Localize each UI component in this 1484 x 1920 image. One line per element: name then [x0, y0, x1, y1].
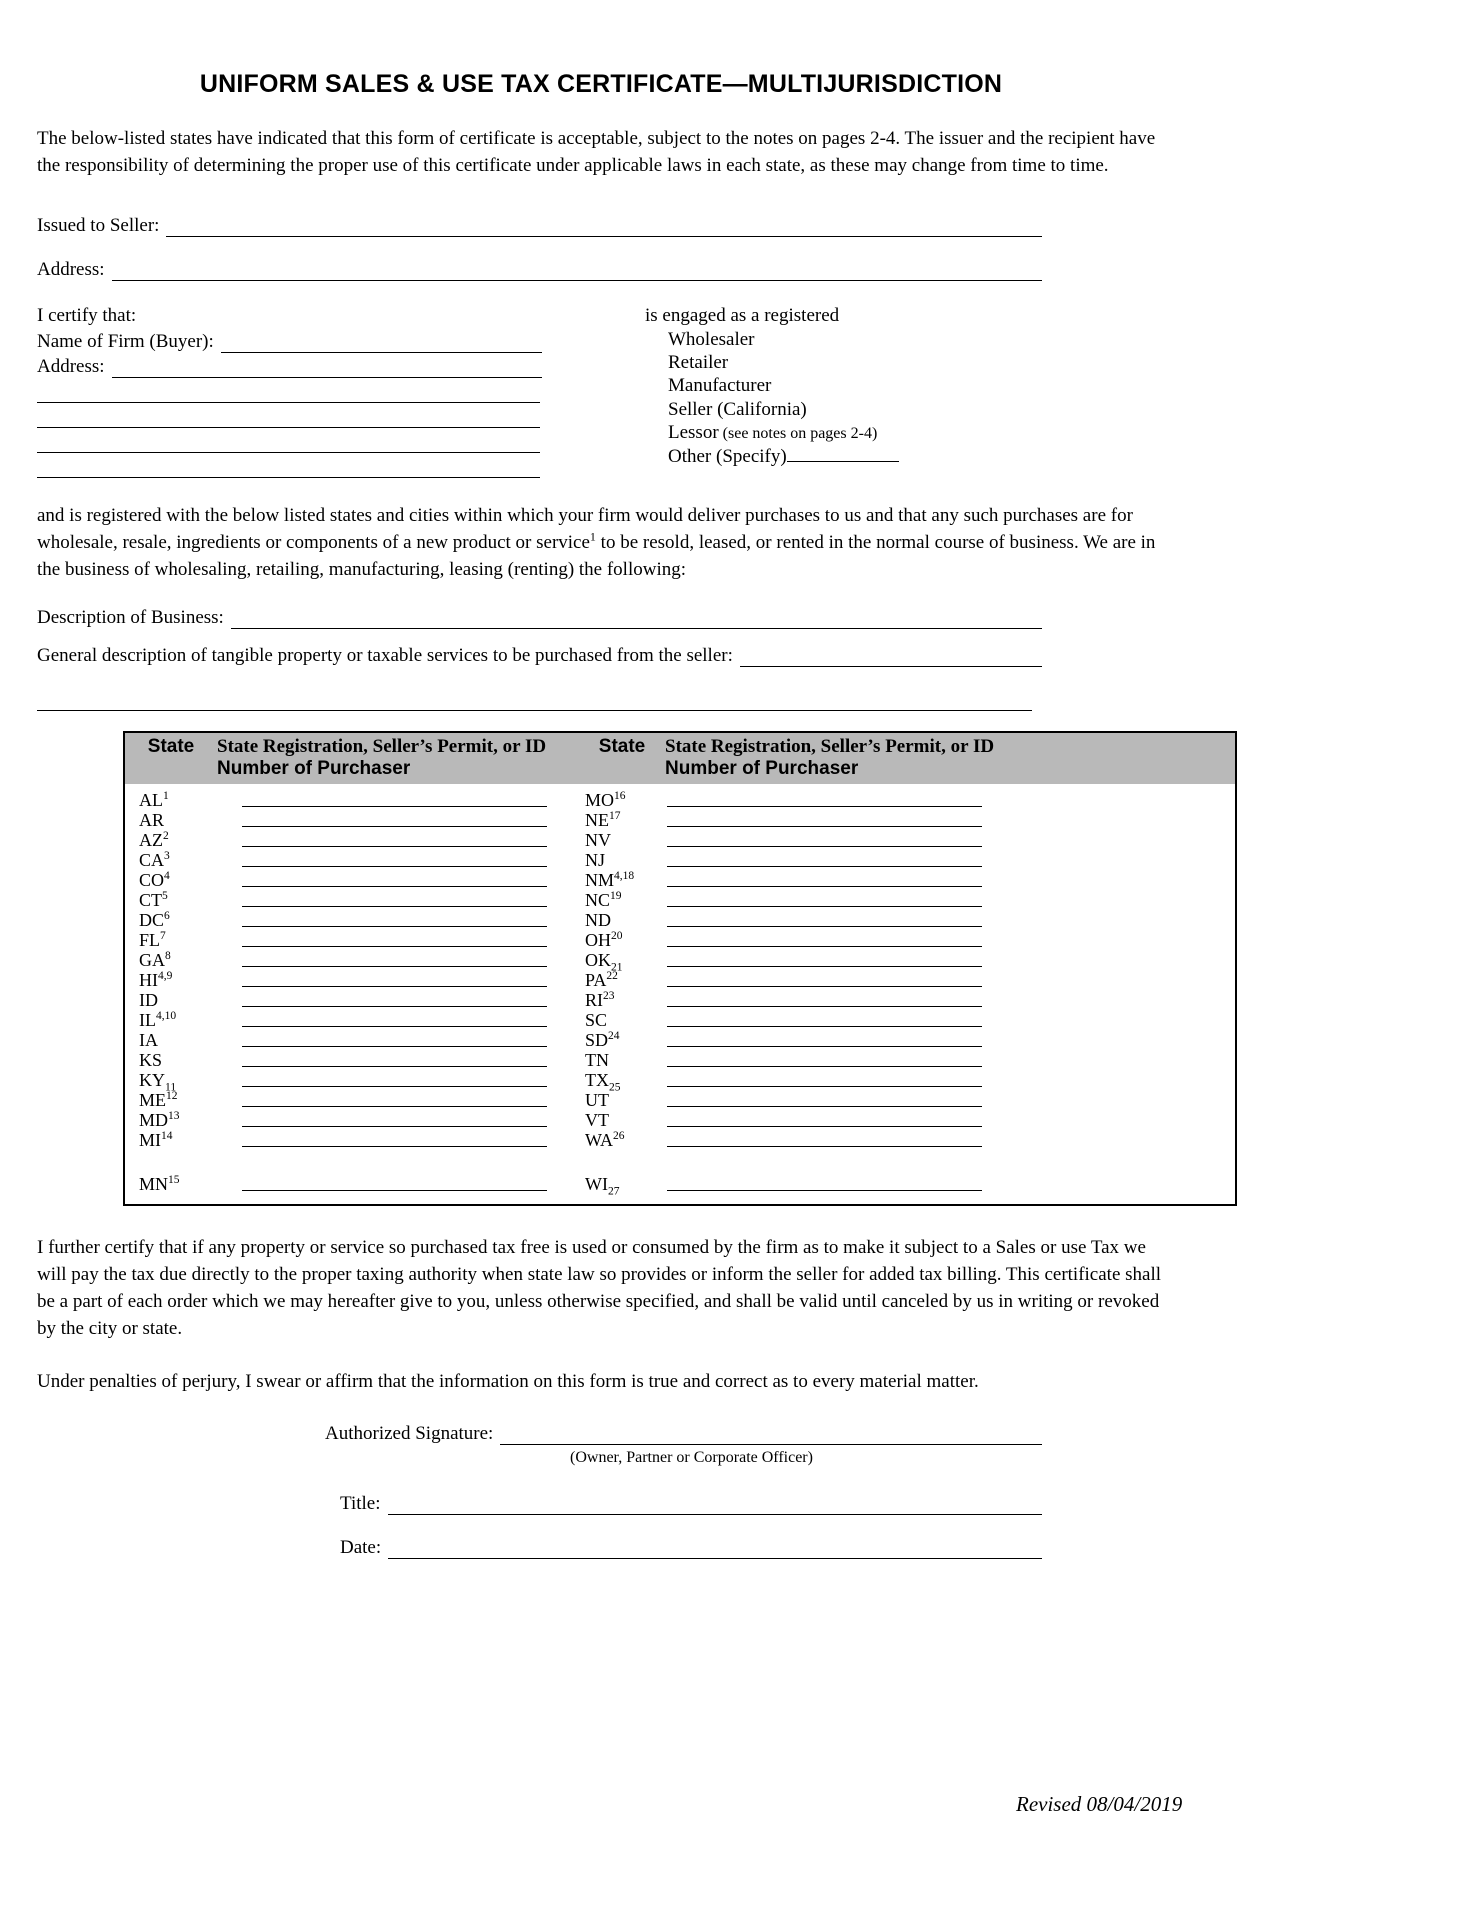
state-row-nj	[582, 850, 1235, 870]
state-abbr-ca: $CA^3$	[139, 850, 170, 870]
certify-section	[37, 303, 1165, 478]
certify-left-column	[37, 303, 542, 478]
engaged-statement: is engaged as a registered	[645, 305, 840, 326]
state-row-il	[125, 1010, 582, 1030]
state-row-mn	[125, 1174, 582, 1194]
state-row-ri	[582, 990, 1235, 1010]
registered-type-retailer	[668, 351, 1105, 374]
state-row-wa	[582, 1130, 1235, 1150]
authorized-signature-label: Authorized Signature:	[325, 1423, 494, 1444]
general-description-row	[37, 645, 1042, 667]
registered-type-label: Seller (California)	[668, 398, 807, 420]
description-of-business-row	[37, 607, 1042, 629]
state-row-ne	[582, 810, 1235, 830]
registered-type-label: Manufacturer	[668, 375, 772, 397]
state-abbr-mn: MN$^{15}$	[139, 1174, 180, 1194]
state-abbr-az: $AZ^2$	[139, 830, 169, 850]
firm-address-extra-line-1[interactable]	[37, 378, 540, 403]
state-registration-input-ga[interactable]	[242, 950, 547, 967]
state-abbr-md: MD$^{13}$	[139, 1110, 180, 1130]
certify-right-column	[645, 303, 1105, 478]
state-registration-input-mo[interactable]	[667, 790, 982, 807]
registered-type-seller-california	[668, 398, 1105, 421]
general-description-label: General description of tangible property or taxable services to be purchased from the seller:	[37, 645, 733, 666]
state-abbr-tx: $TX_{25}$	[585, 1070, 621, 1094]
state-row-vt	[582, 1110, 1235, 1130]
state-abbr-sc: SC	[585, 1010, 608, 1030]
state-registration-input-ok[interactable]	[667, 950, 982, 967]
registered-types-list	[645, 328, 1105, 468]
state-registration-input-ri[interactable]	[667, 990, 982, 1007]
state-abbr-nm: NM$^{4,18}$	[585, 870, 635, 890]
other-specify-input[interactable]	[787, 448, 899, 462]
state-row-wi	[582, 1174, 1235, 1198]
seller-address-row	[37, 259, 1042, 281]
title-input[interactable]	[388, 1495, 1043, 1515]
state-registration-input-me[interactable]	[242, 1090, 547, 1107]
firm-address-extra-line-4[interactable]	[37, 453, 540, 478]
registered-type-manufacturer	[668, 374, 1105, 397]
date-row	[340, 1537, 1042, 1559]
state-abbr-ri: RI$^{23}$	[585, 990, 615, 1010]
state-registration-input-vt[interactable]	[667, 1110, 982, 1127]
firm-address-extra-line-3[interactable]	[37, 428, 540, 453]
state-abbr-mo: MO$^{16}$	[585, 790, 626, 810]
state-registration-input-nm[interactable]	[667, 870, 982, 887]
state-abbr-nj: NJ	[585, 850, 606, 870]
state-abbr-nc: NC$^{19}$	[585, 890, 622, 910]
state-row-ky	[125, 1070, 582, 1094]
table-body	[125, 784, 1235, 1204]
state-abbr-al: $AL^1$	[139, 790, 169, 810]
state-registration-input-oh[interactable]	[667, 930, 982, 947]
registered-paragraph-part2: to be resold, leased, or rented in the normal course of business. We are in the business of wholesaling, retailing, manufacturing, leasing (renting) the following:	[37, 532, 1156, 580]
state-registration-input-ar[interactable]	[242, 810, 547, 827]
state-row-pa	[582, 970, 1235, 990]
issued-to-seller-label: Issued to Seller:	[37, 215, 160, 236]
state-registration-input-md[interactable]	[242, 1110, 547, 1127]
state-registration-input-fl[interactable]	[242, 930, 547, 947]
registered-type-lessor	[668, 421, 1105, 445]
state-abbr-pa: PA$^{22}$	[585, 970, 618, 990]
perjury-paragraph: Under penalties of perjury, I swear or affirm that the information on this form is true and correct as to every material matter.	[37, 1371, 979, 1392]
state-row-ct	[125, 890, 582, 910]
state-row-me	[125, 1090, 582, 1110]
registered-paragraph-part1: and is registered with the below listed states and cities within which your firm would deliver purchases to us and that any such purchases are for wholesale, resale, ingredients or components of a new product or service	[37, 505, 1133, 553]
states-left-column	[125, 790, 582, 1194]
state-abbr-ut: UT	[585, 1090, 609, 1110]
state-abbr-mi: MI$^{14}$	[139, 1130, 173, 1150]
registered-type-label: Retailer	[668, 352, 729, 374]
state-registration-input-mi[interactable]	[242, 1130, 547, 1147]
further-certify-paragraph: I further certify that if any property or service so purchased tax free is used or consumed by the firm as to make it subject to a Sales or use Tax we will pay the tax due directly to the proper taxing authority when state law so provides or inform the seller for added tax billing. This certificate shall be a part of each order which we may hereafter give to you, unless otherwise specified, and shall be valid until canceled by us in writing or revoked by the city or state.	[37, 1237, 1162, 1339]
state-row-nc	[582, 890, 1235, 910]
state-abbr-nd: ND	[585, 910, 611, 930]
state-abbr-sd: SD$^{24}$	[585, 1030, 620, 1050]
registered-type-label: Lessor	[668, 421, 719, 443]
state-registration-input-ia[interactable]	[242, 1030, 547, 1047]
state-row-al	[125, 790, 582, 810]
state-row-nm	[582, 870, 1235, 890]
state-abbr-nv: NV	[585, 830, 611, 850]
state-abbr-fl: $FL^7$	[139, 930, 166, 950]
seller-address-input[interactable]	[112, 261, 1042, 281]
state-row-id	[125, 990, 582, 1010]
state-registration-input-hi[interactable]	[242, 970, 547, 987]
state-abbr-oh: OH$^{20}$	[585, 930, 623, 950]
signer-note: (Owner, Partner or Corporate Officer)	[570, 1449, 813, 1466]
seller-address-label: Address:	[37, 259, 105, 280]
state-abbr-co: $CO^4$	[139, 870, 170, 890]
state-row-sd	[582, 1030, 1235, 1050]
state-registration-input-nd[interactable]	[667, 910, 982, 927]
authorized-signature-row	[325, 1423, 1042, 1445]
state-registration-input-wi[interactable]	[667, 1174, 982, 1191]
state-abbr-il: IL$^{4,10}$	[139, 1010, 177, 1030]
table-header	[125, 733, 1235, 784]
state-row-ar	[125, 810, 582, 830]
state-row-nv	[582, 830, 1235, 850]
state-abbr-tn: TN	[585, 1050, 609, 1070]
state-abbr-dc: $DC^6$	[139, 910, 170, 930]
firm-address-label: Address:	[37, 356, 105, 377]
state-registration-input-tx[interactable]	[667, 1070, 982, 1087]
state-abbr-wi: $WI_{27}$	[585, 1174, 620, 1198]
firm-address-row	[37, 353, 542, 378]
general-description-line2[interactable]	[37, 709, 1032, 711]
title-label: Title:	[340, 1493, 381, 1514]
state-row-dc	[125, 910, 582, 930]
registered-type-label: Other (Specify)	[668, 446, 787, 468]
state-row-tn	[582, 1050, 1235, 1070]
registered-type-label: Wholesaler	[668, 329, 755, 350]
firm-address-input[interactable]	[112, 358, 542, 378]
state-row-ut	[582, 1090, 1235, 1110]
state-registration-input-mn[interactable]	[242, 1174, 547, 1191]
issued-to-seller-row	[37, 215, 1042, 237]
firm-name-label: Name of Firm (Buyer):	[37, 331, 214, 352]
state-abbr-ct: $CT^5$	[139, 890, 168, 910]
state-abbr-ks: KS	[139, 1050, 163, 1070]
date-input[interactable]	[388, 1539, 1042, 1559]
state-row-co	[125, 870, 582, 890]
state-row-hi	[125, 970, 582, 990]
state-registration-input-il[interactable]	[242, 1010, 547, 1027]
state-registration-input-az[interactable]	[242, 830, 547, 847]
issued-to-seller-input[interactable]	[166, 217, 1042, 237]
firm-address-extra-line-2[interactable]	[37, 403, 540, 428]
state-registration-input-tn[interactable]	[667, 1050, 982, 1067]
date-label: Date:	[340, 1537, 382, 1558]
state-row-ga	[125, 950, 582, 970]
state-registration-input-ky[interactable]	[242, 1070, 547, 1087]
state-registration-input-nj[interactable]	[667, 850, 982, 867]
registration-column-header-right: State Registration, Seller’s Permit, or ID Number of Purchaser	[665, 736, 995, 779]
state-registration-input-nv[interactable]	[667, 830, 982, 847]
state-registration-input-wa[interactable]	[667, 1130, 982, 1147]
state-registration-input-ut[interactable]	[667, 1090, 982, 1107]
state-row-mo	[582, 790, 1235, 810]
state-registration-input-nc[interactable]	[667, 890, 982, 907]
state-abbr-ky: $KY_{11}$	[139, 1070, 177, 1094]
state-row-md	[125, 1110, 582, 1130]
state-row-ks	[125, 1050, 582, 1070]
state-abbr-wa: WA$^{26}$	[585, 1130, 625, 1150]
state-abbr-ga: $GA^8$	[139, 950, 171, 970]
state-registration-input-ct[interactable]	[242, 890, 547, 907]
state-registration-input-id[interactable]	[242, 990, 547, 1007]
authorized-signature-input[interactable]	[500, 1425, 1042, 1445]
footnote-marker: 1	[589, 529, 596, 544]
state-abbr-ia: IA	[139, 1030, 158, 1050]
registered-paragraph	[37, 502, 1165, 583]
state-row-oh	[582, 930, 1235, 950]
states-right-column	[582, 790, 1235, 1198]
firm-name-row	[37, 328, 542, 353]
description-of-business-label: Description of Business:	[37, 607, 224, 628]
state-abbr-me: ME$^{12}$	[139, 1090, 178, 1110]
state-abbr-id: ID	[139, 990, 158, 1010]
general-description-input[interactable]	[740, 647, 1042, 667]
firm-name-input[interactable]	[221, 333, 542, 353]
state-registration-table	[123, 731, 1237, 1206]
title-row	[340, 1493, 1042, 1515]
registered-type-wholesaler	[668, 328, 1105, 351]
state-registration-input-ca[interactable]	[242, 850, 547, 867]
state-row-az	[125, 830, 582, 850]
state-registration-input-pa[interactable]	[667, 970, 982, 987]
description-of-business-input[interactable]	[231, 609, 1042, 629]
intro-paragraph: The below-listed states have indicated that this form of certificate is acceptable, subject to the notes on pages 2-4. The issuer and the recipient have the responsibility of determining the proper use of this certificate under applicable laws in each state, as these may change from time to time.	[37, 128, 1156, 176]
state-row-sc	[582, 1010, 1235, 1030]
registered-type-note: (see notes on pages 2-4)	[718, 424, 878, 442]
state-row-tx	[582, 1070, 1235, 1094]
state-abbr-ne: NE$^{17}$	[585, 810, 621, 830]
state-registration-input-dc[interactable]	[242, 910, 547, 927]
state-row-nd	[582, 910, 1235, 930]
state-registration-input-ks[interactable]	[242, 1050, 547, 1067]
state-registration-input-al[interactable]	[242, 790, 547, 807]
state-registration-input-co[interactable]	[242, 870, 547, 887]
page-title: UNIFORM SALES & USE TAX CERTIFICATE—MULTIJURISDICTION	[199, 70, 1003, 98]
state-row-fl	[125, 930, 582, 950]
state-row-ca	[125, 850, 582, 870]
registration-column-header-left: State Registration, Seller’s Permit, or ID Number of Purchaser	[217, 736, 547, 779]
state-abbr-vt: VT	[585, 1110, 609, 1130]
state-row-mi	[125, 1130, 582, 1150]
revised-date: Revised 08/04/2019	[1016, 1792, 1183, 1816]
state-registration-input-sc[interactable]	[667, 1010, 982, 1027]
state-row-ok	[582, 950, 1235, 974]
certify-statement: I certify that:	[37, 305, 137, 326]
state-abbr-ok: $OK_{21}$	[585, 950, 623, 974]
state-abbr-ar: AR	[139, 810, 165, 830]
state-registration-input-ne[interactable]	[667, 810, 982, 827]
registered-type-other-specify	[668, 445, 1105, 468]
state-registration-input-sd[interactable]	[667, 1030, 982, 1047]
state-abbr-hi: HI$^{4,9}$	[139, 970, 173, 990]
state-column-header-right: State	[598, 736, 646, 757]
state-row-ia	[125, 1030, 582, 1050]
state-column-header-left: State	[147, 736, 195, 757]
